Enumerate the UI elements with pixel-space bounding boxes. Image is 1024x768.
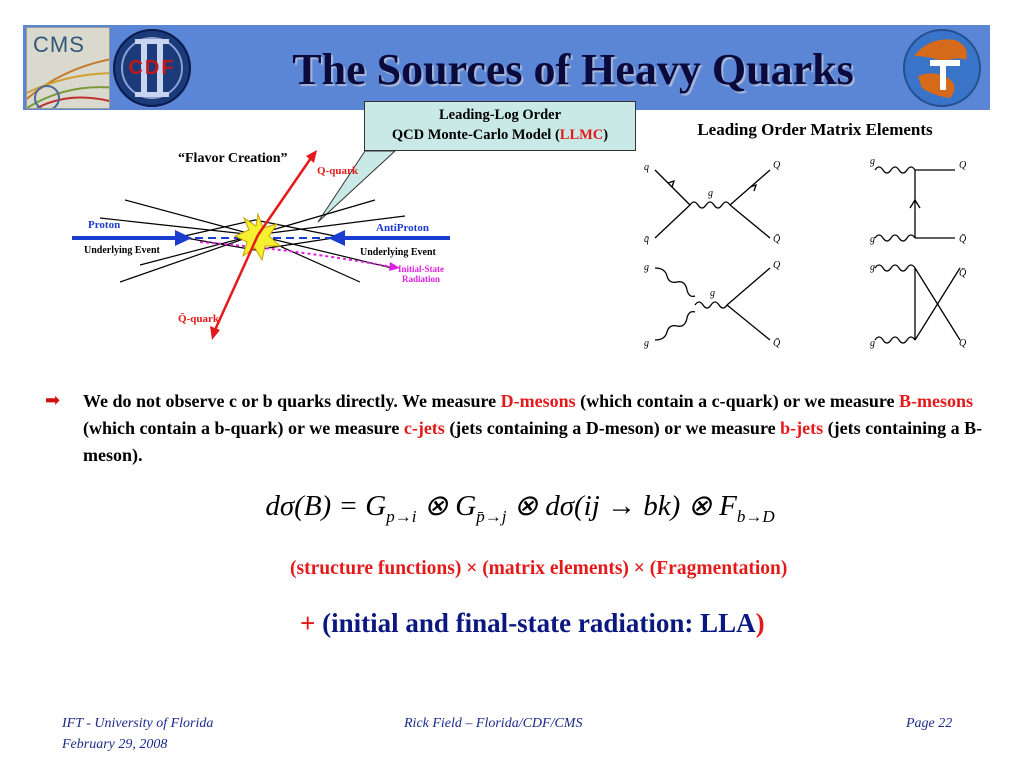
svg-text:Q: Q: [959, 338, 967, 349]
feynman-labels: [644, 156, 967, 349]
qbar-quark-label: Q̄-quark: [178, 313, 219, 325]
bullet-c-jets: c-jets: [403, 418, 445, 438]
diagram-gg-s-channel: [655, 268, 770, 340]
cdf-logo-text: CDF: [128, 57, 176, 79]
diagram-qqbar-s-channel: [655, 170, 770, 238]
isr-label-line1: Initial-State: [398, 264, 444, 274]
footer-page-number: Page 22: [906, 716, 953, 731]
lla-plus: +: [300, 608, 323, 638]
underlying-event-right-label: Underlying Event: [360, 247, 436, 258]
svg-text:g: g: [870, 338, 875, 349]
equation-sub3: b→D: [736, 506, 775, 526]
svg-text:Q: Q: [773, 260, 781, 271]
lla-close: ): [755, 608, 765, 638]
globe-logo-graphic: [900, 26, 985, 110]
cms-logo-text: CMS: [33, 32, 85, 57]
q-quark-label: Q-quark: [317, 165, 358, 177]
structure-functions-line: (structure functions) × (matrix elements) × (Fragmentation): [290, 558, 788, 579]
lla-line: [300, 608, 980, 639]
lla-text: (initial and final-state radiation: LLA: [322, 608, 756, 638]
svg-text:g: g: [644, 262, 649, 273]
bullet-text: [83, 388, 983, 469]
bullet-arrow-icon: ➡: [45, 390, 61, 410]
bullet-t2: (which contain a c-quark) or we measure: [575, 391, 899, 411]
cms-logo: [26, 27, 110, 109]
svg-text:Q̄: Q̄: [773, 234, 781, 245]
equation-sub2: p̄→j: [476, 506, 507, 526]
diagram-gg-t-channel: [875, 167, 955, 241]
qbar-quark-line: [215, 235, 258, 330]
llmc-callout: [364, 101, 636, 151]
antiproton-label: AntiProton: [376, 222, 429, 234]
svg-text:g: g: [870, 262, 875, 273]
equation-mid: ⊗ dσ(ij → bk) ⊗ F: [506, 490, 737, 522]
footer-author: Rick Field – Florida/CDF/CMS: [404, 716, 583, 731]
svg-text:Q: Q: [773, 160, 781, 171]
isr-label: [395, 264, 447, 284]
svg-text:Q̄: Q̄: [959, 268, 967, 279]
footer-institution: IFT - University of Florida: [62, 716, 214, 731]
bullet-t3: (which contain a b-quark) or we measure: [83, 418, 404, 438]
antiproton-arrowhead: [328, 230, 345, 246]
cross-section-equation: [170, 488, 870, 527]
svg-text:g: g: [644, 338, 649, 349]
underlying-event-left-label: Underlying Event: [84, 245, 160, 256]
bullet-t4: (jets containing a D-meson) or we measure: [444, 418, 781, 438]
svg-text:g: g: [708, 188, 713, 199]
bullet-b-jets: b-jets: [780, 418, 824, 438]
footer-date: February 29, 2008: [62, 737, 168, 752]
svg-text:Q̄: Q̄: [959, 234, 967, 245]
globe-logo: [900, 26, 985, 110]
callout-line2: [365, 125, 635, 145]
equation-lhs: dσ(B) = G: [265, 490, 387, 522]
equation-sub1: p→i: [386, 506, 417, 526]
svg-text:Q̄: Q̄: [773, 338, 781, 349]
proton-label: Proton: [88, 219, 121, 231]
isr-label-line2: Radiation: [401, 274, 440, 284]
qbar-quark-arrowhead: [210, 326, 220, 340]
svg-text:Q: Q: [959, 160, 967, 171]
matrix-elements-title: Leading Order Matrix Elements: [697, 120, 933, 139]
callout-line2-prefix: QCD Monte-Carlo Model (: [391, 127, 560, 143]
svg-text:g: g: [870, 234, 875, 245]
cms-logo-graphic: [27, 28, 109, 108]
q-quark-line: [258, 158, 311, 235]
bullet-t5: (jets containing a B-meson).: [83, 418, 983, 465]
callout-llmc: LLMC: [559, 127, 604, 143]
bullet-b-mesons: B-mesons: [899, 391, 974, 411]
cdf-logo: [111, 27, 193, 109]
callout-pointer: [318, 151, 395, 222]
bullet-d-mesons: D-mesons: [500, 391, 576, 411]
diagram-gg-u-channel: [875, 265, 960, 343]
slide-title: The Sources of Heavy Quarks: [292, 45, 854, 94]
callout-line2-suffix: ): [603, 127, 609, 143]
bullet-t1: We do not observe c or b quarks directly. We measure: [83, 391, 501, 411]
flavor-creation-label: “Flavor Creation”: [178, 151, 288, 166]
svg-text:g: g: [870, 156, 875, 167]
proton-arrowhead: [175, 230, 192, 246]
svg-text:q: q: [644, 162, 649, 173]
svg-text:g: g: [710, 288, 715, 299]
svg-text:q̄: q̄: [644, 234, 649, 245]
callout-line1: Leading-Log Order: [438, 107, 562, 123]
feynman-diagrams: [630, 150, 1000, 350]
equation-g2: ⊗ G: [416, 490, 477, 522]
